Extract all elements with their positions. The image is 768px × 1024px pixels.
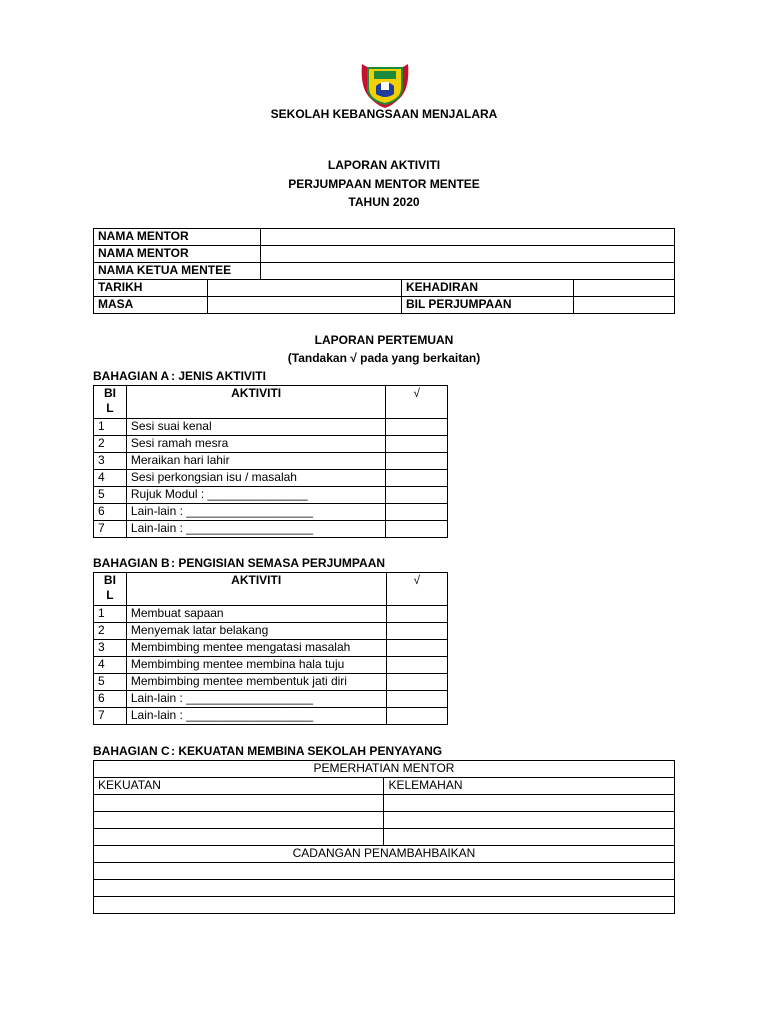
aktiviti-header: AKTIVITI (126, 386, 385, 419)
check-cell[interactable] (386, 521, 448, 538)
aktiviti-header: AKTIVITI (126, 573, 386, 606)
section-a-heading (93, 369, 266, 383)
table-row (94, 657, 448, 674)
check-cell[interactable] (386, 606, 448, 623)
report-title: LAPORAN AKTIVITI (327, 158, 441, 172)
section-b-heading (93, 556, 386, 570)
nama-mentor-label: NAMA MENTOR (94, 229, 261, 246)
pemerhatian-mentor-header: PEMERHATIAN MENTOR (94, 761, 675, 778)
kehadiran-label: KEHADIRAN (401, 280, 573, 297)
activity-text: Rujuk Modul : _______________ (126, 487, 385, 504)
report-subtitle: PERJUMPAAN MENTOR MENTEE (288, 177, 480, 191)
kehadiran-field[interactable] (573, 280, 674, 297)
check-cell[interactable] (386, 708, 448, 725)
table-row (94, 606, 448, 623)
table-row (94, 863, 675, 880)
activity-text: Meraikan hari lahir (126, 453, 385, 470)
table-row (94, 229, 675, 246)
activity-text: Sesi perkongsian isu / masalah (126, 470, 385, 487)
kelemahan-cell[interactable] (384, 812, 675, 829)
info-table (93, 228, 675, 314)
section-c-table (93, 760, 675, 914)
row-number: 2 (94, 436, 127, 453)
table-row (94, 504, 448, 521)
table-row (94, 691, 448, 708)
nama-ketua-mentee-field[interactable] (261, 263, 675, 280)
bil-header (94, 573, 127, 606)
activity-text: Lain-lain : ___________________ (126, 708, 386, 725)
table-row (94, 880, 675, 897)
bil-header-line1: BI (103, 386, 116, 400)
row-number: 4 (94, 470, 127, 487)
kelemahan-cell[interactable] (384, 795, 675, 812)
check-cell[interactable] (386, 419, 448, 436)
table-row (94, 795, 675, 812)
bil-header-line2: L (106, 401, 114, 415)
check-cell[interactable] (386, 691, 448, 708)
cadangan-penambahbaikan-header: CADANGAN PENAMBAHBAIKAN (94, 846, 675, 863)
cadangan-cell[interactable] (94, 897, 675, 914)
table-row (94, 521, 448, 538)
nama-mentor-field[interactable] (261, 246, 675, 263)
activity-text: Lain-lain : ___________________ (126, 521, 385, 538)
check-cell[interactable] (386, 453, 448, 470)
activity-text: Sesi suai kenal (126, 419, 385, 436)
kelemahan-header: KELEMAHAN (384, 778, 675, 795)
section-a-label: BAHAGIAN A (93, 369, 170, 383)
row-number: 7 (94, 521, 127, 538)
check-cell[interactable] (386, 436, 448, 453)
section-b-title: : PENGISIAN SEMASA PERJUMPAAN (171, 556, 386, 570)
report-year: TAHUN 2020 (348, 195, 420, 209)
table-row (94, 297, 675, 314)
row-number: 2 (94, 623, 127, 640)
school-name: SEKOLAH KEBANGSAAN MENJALARA (270, 107, 498, 121)
section-b-label: BAHAGIAN B (93, 556, 170, 570)
section-c-title: : KEKUATAN MEMBINA SEKOLAH PENYAYANG (171, 744, 443, 758)
check-cell[interactable] (386, 487, 448, 504)
row-number: 3 (94, 453, 127, 470)
table-row (94, 419, 448, 436)
bil-header-line1: BI (103, 573, 116, 587)
check-cell[interactable] (386, 640, 448, 657)
table-row (94, 897, 675, 914)
school-crest-logo (356, 58, 414, 110)
table-row (94, 246, 675, 263)
row-number: 5 (94, 487, 127, 504)
kekuatan-cell[interactable] (94, 795, 384, 812)
check-cell[interactable] (386, 470, 448, 487)
table-row (94, 470, 448, 487)
section-c-heading (93, 744, 443, 758)
table-header-row (94, 846, 675, 863)
masa-field[interactable] (207, 297, 401, 314)
table-row (94, 436, 448, 453)
table-row (94, 487, 448, 504)
row-number: 6 (94, 691, 127, 708)
table-row (94, 708, 448, 725)
row-number: 1 (94, 419, 127, 436)
check-cell[interactable] (386, 623, 448, 640)
table-row (94, 640, 448, 657)
table-row (94, 674, 448, 691)
masa-label: MASA (94, 297, 208, 314)
table-header-row (94, 386, 448, 419)
activity-text: Membuat sapaan (126, 606, 386, 623)
row-number: 7 (94, 708, 127, 725)
activity-text: Membimbing mentee membina hala tuju (126, 657, 386, 674)
row-number: 3 (94, 640, 127, 657)
cadangan-cell[interactable] (94, 863, 675, 880)
row-number: 1 (94, 606, 127, 623)
table-header-row (94, 778, 675, 795)
section-a-title: : JENIS AKTIVITI (171, 369, 266, 383)
laporan-instruction: (Tandakan √ pada yang berkaitan) (287, 351, 481, 365)
table-header-row (94, 573, 448, 606)
bil-header-line2: L (106, 588, 114, 602)
check-header: √ (386, 386, 448, 419)
table-row (94, 812, 675, 829)
nama-mentor-label: NAMA MENTOR (94, 246, 261, 263)
activity-text: Menyemak latar belakang (126, 623, 386, 640)
bil-perjumpaan-field[interactable] (573, 297, 674, 314)
cadangan-cell[interactable] (94, 880, 675, 897)
laporan-title: LAPORAN PERTEMUAN (314, 333, 454, 347)
bil-header (94, 386, 127, 419)
row-number: 5 (94, 674, 127, 691)
table-row (94, 453, 448, 470)
activity-text: Lain-lain : ___________________ (126, 504, 385, 521)
section-b-table (93, 572, 448, 725)
kekuatan-cell[interactable] (94, 829, 384, 846)
row-number: 6 (94, 504, 127, 521)
activity-text: Membimbing mentee mengatasi masalah (126, 640, 386, 657)
nama-mentor-field[interactable] (261, 229, 675, 246)
table-row (94, 280, 675, 297)
table-header-row (94, 761, 675, 778)
kelemahan-cell[interactable] (384, 829, 675, 846)
table-row (94, 623, 448, 640)
table-row (94, 263, 675, 280)
check-cell[interactable] (386, 657, 448, 674)
tarikh-label: TARIKH (94, 280, 208, 297)
section-c-label: BAHAGIAN C (93, 744, 170, 758)
activity-text: Membimbing mentee membentuk jati diri (126, 674, 386, 691)
check-cell[interactable] (386, 674, 448, 691)
nama-ketua-mentee-label: NAMA KETUA MENTEE (94, 263, 261, 280)
table-row (94, 829, 675, 846)
bil-perjumpaan-label: BIL PERJUMPAAN (401, 297, 573, 314)
kekuatan-cell[interactable] (94, 812, 384, 829)
activity-text: Sesi ramah mesra (126, 436, 385, 453)
row-number: 4 (94, 657, 127, 674)
check-cell[interactable] (386, 504, 448, 521)
activity-text: Lain-lain : ___________________ (126, 691, 386, 708)
check-header: √ (386, 573, 448, 606)
kekuatan-header: KEKUATAN (94, 778, 384, 795)
tarikh-field[interactable] (207, 280, 401, 297)
section-a-table (93, 385, 448, 538)
